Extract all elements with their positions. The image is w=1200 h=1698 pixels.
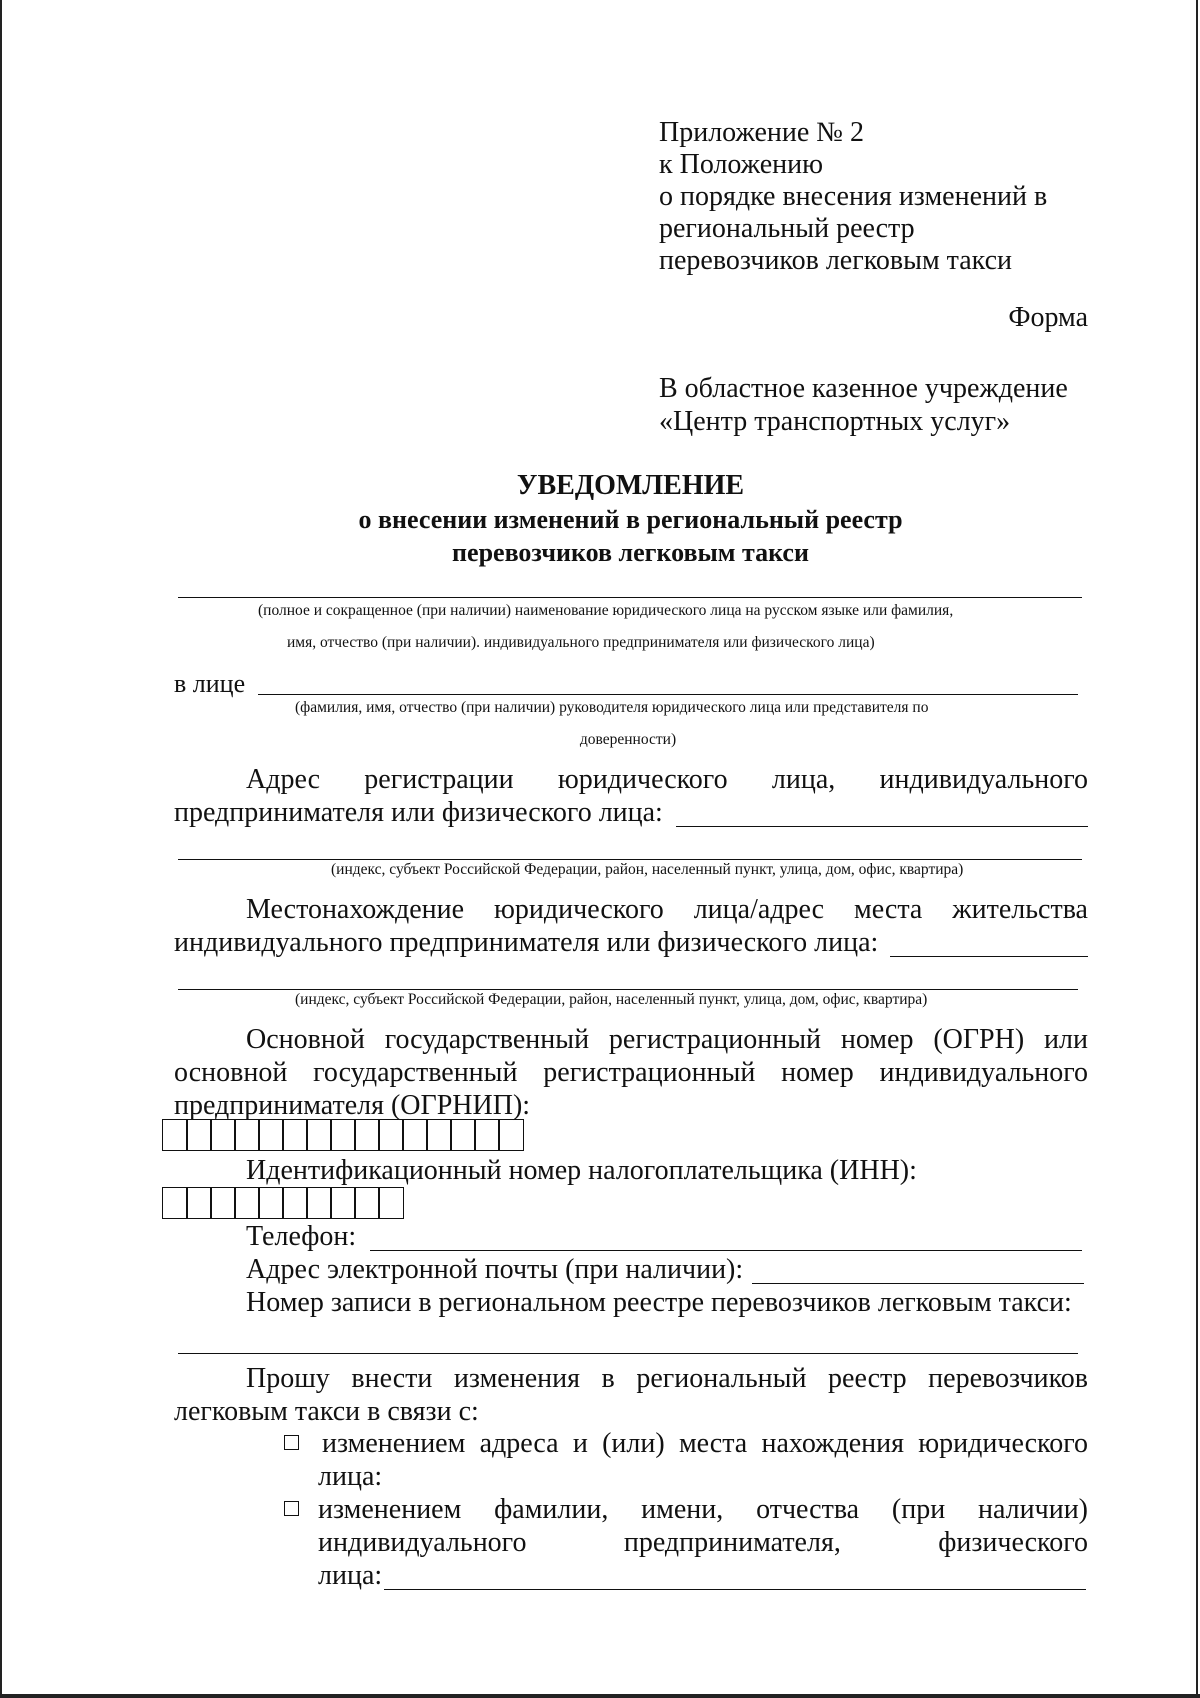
option-checkbox[interactable]: [284, 1501, 299, 1523]
inn-digit-cell[interactable]: [258, 1187, 284, 1219]
inn-label: Идентификационный номер налогоплательщика (ИНН):: [246, 1155, 917, 1186]
page-border-bottom: [0, 1694, 1200, 1698]
option-text: изменением адреса и (или) места нахождения юридического: [322, 1428, 1088, 1459]
inn-input[interactable]: [162, 1187, 402, 1221]
page-border-right: [1196, 0, 1198, 1698]
appendix-line: региональный реестр: [659, 213, 915, 244]
ogrn-digit-cell[interactable]: [474, 1119, 500, 1151]
ogrn-digit-cell[interactable]: [234, 1119, 260, 1151]
representative-hint: доверенности): [579, 731, 677, 748]
location-line-2[interactable]: [178, 989, 1078, 990]
ogrn-digit-cell[interactable]: [186, 1119, 212, 1151]
ogrn-digit-cell[interactable]: [258, 1119, 284, 1151]
appendix-line: к Положению: [659, 149, 824, 180]
phone-field[interactable]: [370, 1250, 1082, 1251]
email-label: Адрес электронной почты (при наличии):: [246, 1254, 744, 1285]
option-checkbox[interactable]: [284, 1435, 299, 1457]
addressee-line: «Центр транспортных услуг»: [659, 406, 1011, 437]
applicant-hint: (полное и сокращенное (при наличии) наименование юридического лица на русском языке или фамилия,: [258, 602, 954, 619]
representative-line[interactable]: [258, 694, 1078, 695]
reg-address-text: предпринимателя или физического лица:: [174, 797, 663, 828]
inn-digit-cell[interactable]: [306, 1187, 332, 1219]
option-text: индивидуального предпринимателя, физического: [318, 1527, 1088, 1558]
inn-digit-cell[interactable]: [282, 1187, 308, 1219]
ogrn-text: основной государственный регистрационный номер индивидуального: [174, 1057, 1088, 1088]
location-text: Местонахождение юридического лица/адрес места жительства: [246, 894, 1088, 925]
email-field[interactable]: [752, 1283, 1084, 1284]
ogrn-digit-cell[interactable]: [306, 1119, 332, 1151]
applicant-name-line[interactable]: [178, 597, 1082, 598]
title-sub: о внесении изменений в региональный реестр: [358, 505, 903, 534]
record-field[interactable]: [178, 1353, 1078, 1354]
ogrn-digit-cell[interactable]: [354, 1119, 380, 1151]
ogrn-digit-cell[interactable]: [426, 1119, 452, 1151]
representative-label: в лице: [174, 669, 246, 698]
inn-digit-cell[interactable]: [210, 1187, 236, 1219]
inn-digit-cell[interactable]: [234, 1187, 260, 1219]
phone-label: Телефон:: [246, 1221, 357, 1252]
title-main: УВЕДОМЛЕНИЕ: [516, 470, 745, 501]
addressee-line: В областное казенное учреждение: [659, 373, 1068, 404]
ogrn-digit-cell[interactable]: [282, 1119, 308, 1151]
inn-digit-cell[interactable]: [330, 1187, 356, 1219]
ogrn-digit-cell[interactable]: [210, 1119, 236, 1151]
ogrn-digit-cell[interactable]: [378, 1119, 404, 1151]
ogrn-digit-cell[interactable]: [402, 1119, 428, 1151]
ogrn-digit-cell[interactable]: [450, 1119, 476, 1151]
appendix-line: Приложение № 2: [659, 117, 864, 148]
ogrn-text: Основной государственный регистрационный номер (ОГРН) или: [246, 1024, 1088, 1055]
inn-digit-cell[interactable]: [162, 1187, 188, 1219]
representative-hint: (фамилия, имя, отчество (при наличии) руководителя юридического лица или представителя по: [295, 699, 929, 716]
reg-address-line[interactable]: [676, 826, 1088, 827]
inn-digit-cell[interactable]: [354, 1187, 380, 1219]
ogrn-digit-cell[interactable]: [330, 1119, 356, 1151]
record-label: Номер записи в региональном реестре перевозчиков легковым такси:: [246, 1287, 1072, 1318]
option-name-field[interactable]: [384, 1589, 1086, 1590]
reg-address-line-2[interactable]: [178, 859, 1082, 860]
option-text: лица:: [318, 1461, 383, 1492]
ogrn-text: предпринимателя (ОГРНИП):: [174, 1090, 531, 1121]
request-text: легковым такси в связи с:: [174, 1396, 479, 1427]
location-line[interactable]: [890, 956, 1088, 957]
option-text: изменением фамилии, имени, отчества (при наличии): [318, 1494, 1088, 1525]
request-text: Прошу внести изменения в региональный реестр перевозчиков: [246, 1363, 1088, 1394]
ogrn-input[interactable]: [162, 1119, 522, 1153]
appendix-line: о порядке внесения изменений в: [659, 181, 1048, 212]
page-border-left: [0, 0, 2, 1698]
applicant-hint: имя, отчество (при наличии). индивидуального предпринимателя или физического лица): [287, 634, 875, 651]
location-text: индивидуального предпринимателя или физического лица:: [174, 927, 879, 958]
inn-digit-cell[interactable]: [378, 1187, 404, 1219]
location-hint: (индекс, субъект Российской Федерации, район, населенный пункт, улица, дом, офис, квартира): [295, 991, 928, 1008]
inn-digit-cell[interactable]: [186, 1187, 212, 1219]
ogrn-digit-cell[interactable]: [498, 1119, 524, 1151]
title-sub: перевозчиков легковым такси: [452, 538, 809, 567]
ogrn-digit-cell[interactable]: [162, 1119, 188, 1151]
option-text: лица:: [318, 1560, 383, 1591]
appendix-line: перевозчиков легковым такси: [659, 245, 1012, 276]
form-label: Форма: [1008, 302, 1088, 333]
reg-address-text: Адрес регистрации юридического лица, индивидуального: [246, 764, 1088, 795]
reg-address-hint: (индекс, субъект Российской Федерации, район, населенный пункт, улица, дом, офис, квартира): [331, 861, 964, 878]
